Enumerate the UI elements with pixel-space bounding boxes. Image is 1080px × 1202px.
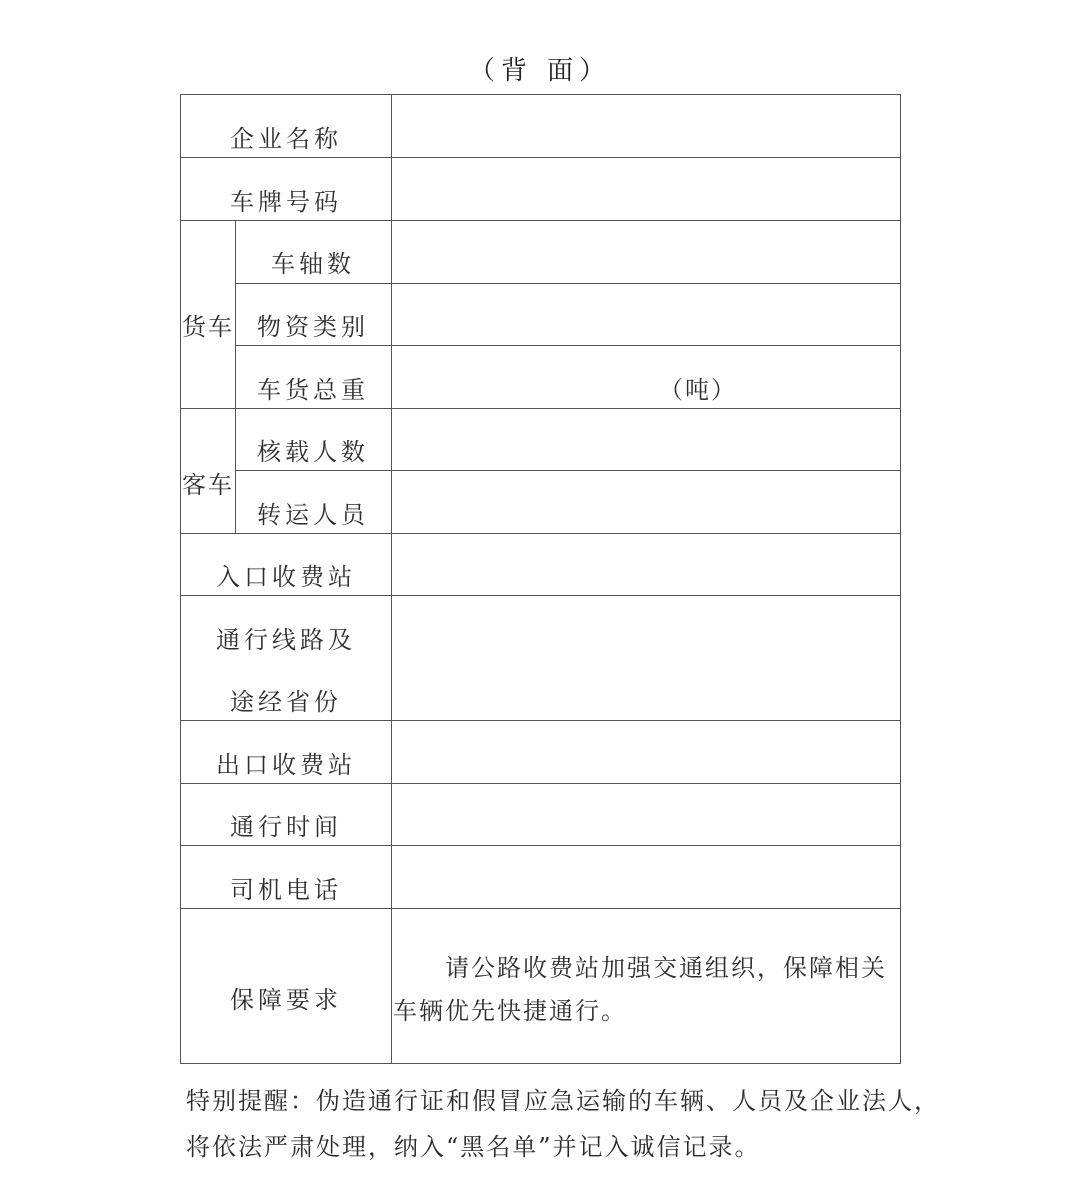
page-title: （背 面）	[468, 56, 612, 86]
label-divider	[391, 95, 392, 1064]
row-divider	[235, 283, 901, 284]
row-divider	[235, 345, 901, 346]
row-divider	[181, 720, 901, 721]
truck-group-label: 货车	[182, 313, 234, 341]
guarantee-text-line2: 车辆优先快捷通行。	[393, 997, 627, 1025]
weight-unit: （吨）	[659, 376, 737, 404]
route-label-line2: 途经省份	[230, 688, 342, 716]
row-divider	[181, 845, 901, 846]
guarantee-text-line1: 请公路收费站加强交通组织，保障相关	[445, 954, 887, 982]
axle-count-label: 车轴数	[271, 250, 355, 278]
driver-phone-label: 司机电话	[230, 876, 342, 904]
row-divider	[181, 908, 901, 909]
exit-station-label: 出口收费站	[216, 751, 356, 779]
special-reminder-line2: 将依法严肃处理，纳入“黑名单”并记入诚信记录。	[186, 1133, 761, 1161]
route-label-line1: 通行线路及	[216, 626, 356, 654]
gross-weight-label: 车货总重	[257, 376, 369, 404]
pass-time-label: 通行时间	[230, 813, 342, 841]
row-divider	[181, 533, 901, 534]
row-divider	[181, 157, 901, 158]
guarantee-label: 保障要求	[230, 986, 342, 1014]
entry-station-label: 入口收费站	[216, 563, 356, 591]
cargo-type-label: 物资类别	[257, 313, 369, 341]
row-divider	[181, 595, 901, 596]
bus-group-label: 客车	[182, 471, 234, 499]
pass-form-table	[180, 94, 901, 1064]
guarantee-text	[393, 947, 901, 1033]
special-reminder	[186, 1078, 946, 1170]
company-name-label: 企业名称	[230, 125, 342, 153]
row-divider	[235, 470, 901, 471]
special-reminder-line1: 特别提醒：伪造通行证和假冒应急运输的车辆、人员及企业法人，	[186, 1087, 940, 1115]
row-divider	[181, 783, 901, 784]
row-divider	[181, 220, 901, 221]
row-divider	[181, 408, 901, 409]
plate-number-label: 车牌号码	[230, 188, 342, 216]
rated-passengers-label: 核载人数	[257, 438, 369, 466]
transferred-persons-label: 转运人员	[257, 501, 369, 529]
